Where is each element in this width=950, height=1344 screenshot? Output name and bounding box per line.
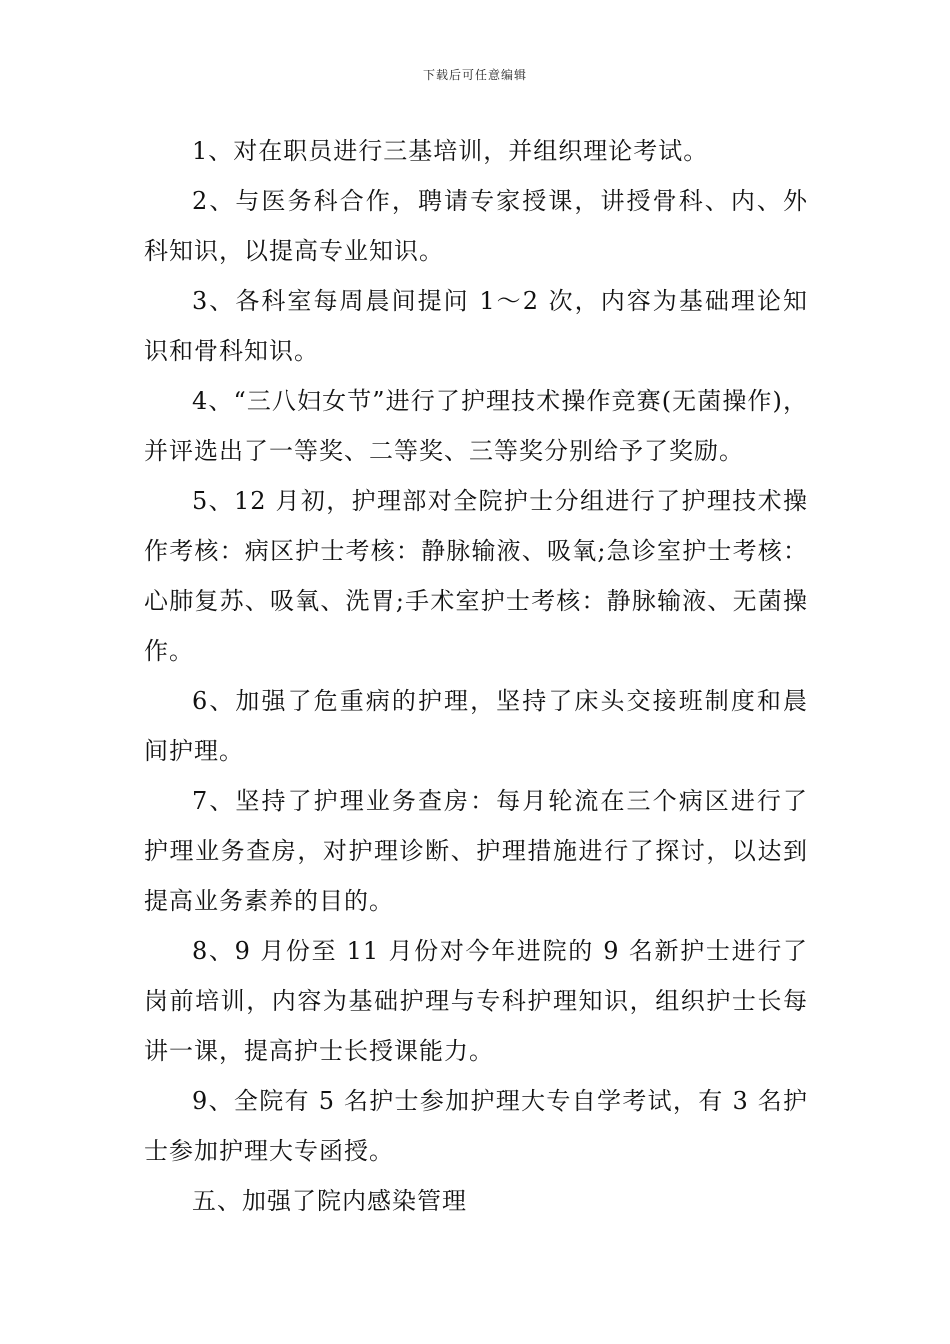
paragraph-8: 8、9 月份至 11 月份对今年进院的 9 名新护士进行了岗前培训，内容为基础护理与专科护理知识，组织护士长每讲一课，提高护士长授课能力。 <box>144 937 808 1065</box>
document-body <box>144 126 808 1226</box>
paragraph-2: 2、与医务科合作，聘请专家授课，讲授骨科、内、外科知识，以提高专业知识。 <box>144 187 808 265</box>
paragraph-5: 5、12 月初，护理部对全院护士分组进行了护理技术操作考核：病区护士考核：静脉输液、吸氧;急诊室护士考核：心肺复苏、吸氧、洗胃;手术室护士考核：静脉输液、无菌操作。 <box>144 487 808 665</box>
paragraph-7: 7、坚持了护理业务查房：每月轮流在三个病区进行了护理业务查房，对护理诊断、护理措施进行了探讨，以达到提高业务素养的目的。 <box>144 787 808 915</box>
paragraph-6: 6、加强了危重病的护理，坚持了床头交接班制度和晨间护理。 <box>144 687 808 765</box>
section-heading: 五、加强了院内感染管理 <box>192 1187 467 1215</box>
paragraph-3: 3、各科室每周晨间提问 1～2 次，内容为基础理论知识和骨科知识。 <box>144 287 808 365</box>
header-note: 下载后可任意编辑 <box>422 68 527 82</box>
paragraph-1: 1、对在职员进行三基培训，并组织理论考试。 <box>192 137 709 165</box>
paragraph-9: 9、全院有 5 名护士参加护理大专自学考试，有 3 名护士参加护理大专函授。 <box>144 1087 808 1165</box>
paragraph-4: 4、“三八妇女节”进行了护理技术操作竞赛(无菌操作)，并评选出了一等奖、二等奖、三等奖分别给予了奖励。 <box>144 387 808 465</box>
